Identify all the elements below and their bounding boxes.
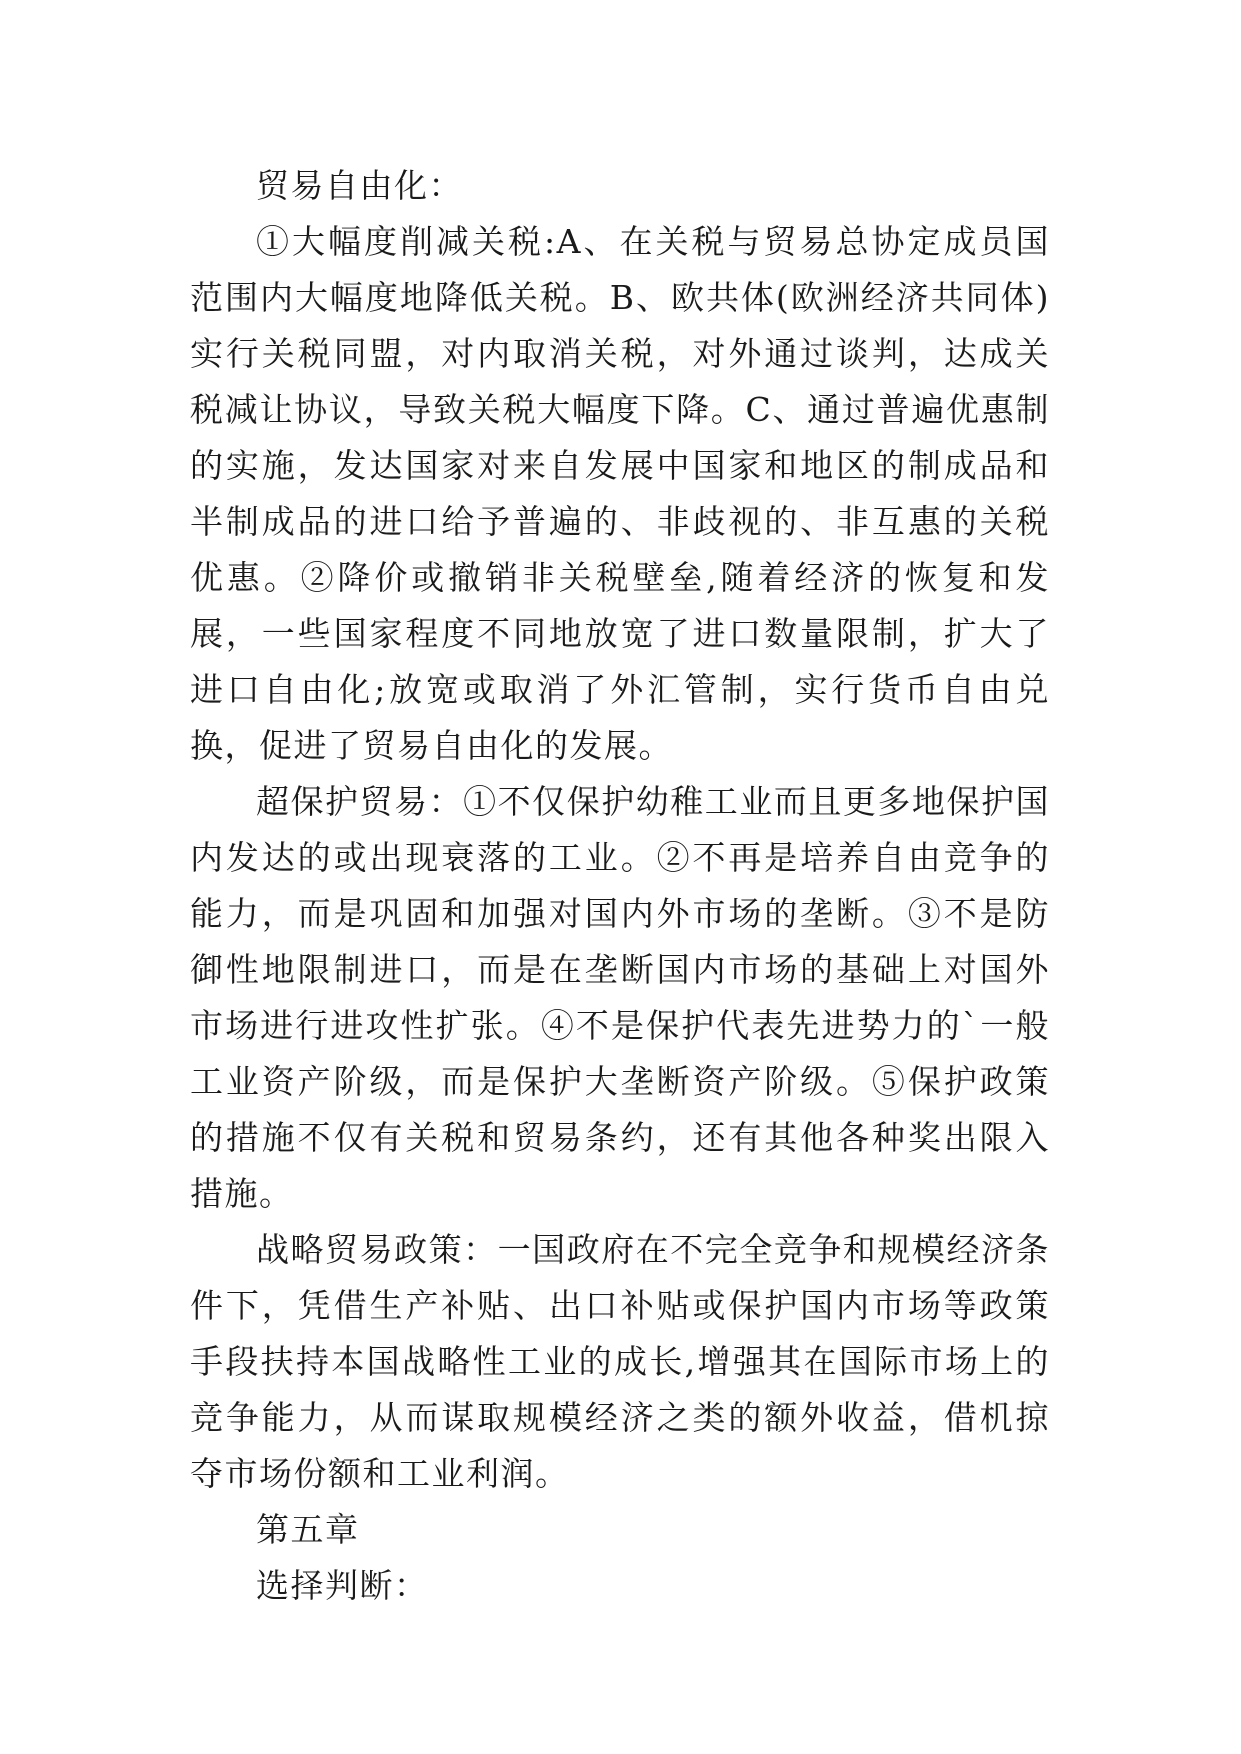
section-heading-choice-judgment: 选择判断： <box>256 1566 429 1605</box>
chapter-heading: 第五章 <box>256 1510 360 1549</box>
paragraph-strategic-trade-policy: 战略贸易政策：一国政府在不完全竞争和规模经济条件下，凭借生产补贴、出口补贴或保护国内市场等政策手段扶持本国战略性工业的成长,增强其在国际市场上的竞争能力，从而谋取规模经济之类的额外收益，借机掠夺市场份额和工业利润。 <box>190 1230 1050 1493</box>
document-body <box>190 158 1050 1614</box>
paragraph-trade-liberalization: ①大幅度削减关税:A、在关税与贸易总协定成员国范围内大幅度地降低关税。B、欧共体(欧洲经济共同体)实行关税同盟，对内取消关税，对外通过谈判，达成关税减让协议，导致关税大幅度下降。C、通过普遍优惠制的实施，发达国家对来自发展中国家和地区的制成品和半制成品的进口给予普遍的、非歧视的、非互惠的关税优惠。②降价或撤销非关税壁垒,随着经济的恢复和发展，一些国家程度不同地放宽了进口数量限制，扩大了进口自由化;放宽或取消了外汇管制，实行货币自由兑换，促进了贸易自由化的发展。 <box>190 222 1050 765</box>
paragraph-super-protection-trade: 超保护贸易：①不仅保护幼稚工业而且更多地保护国内发达的或出现衰落的工业。②不再是培养自由竞争的能力，而是巩固和加强对国内外市场的垄断。③不是防御性地限制进口，而是在垄断国内市场的基础上对国外市场进行进攻性扩张。④不是保护代表先进势力的`一般工业资产阶级，而是保护大垄断资产阶级。⑤保护政策的措施不仅有关税和贸易条约，还有其他各种奖出限入措施。 <box>190 782 1050 1213</box>
section-heading-trade-liberalization: 贸易自由化： <box>256 166 463 205</box>
